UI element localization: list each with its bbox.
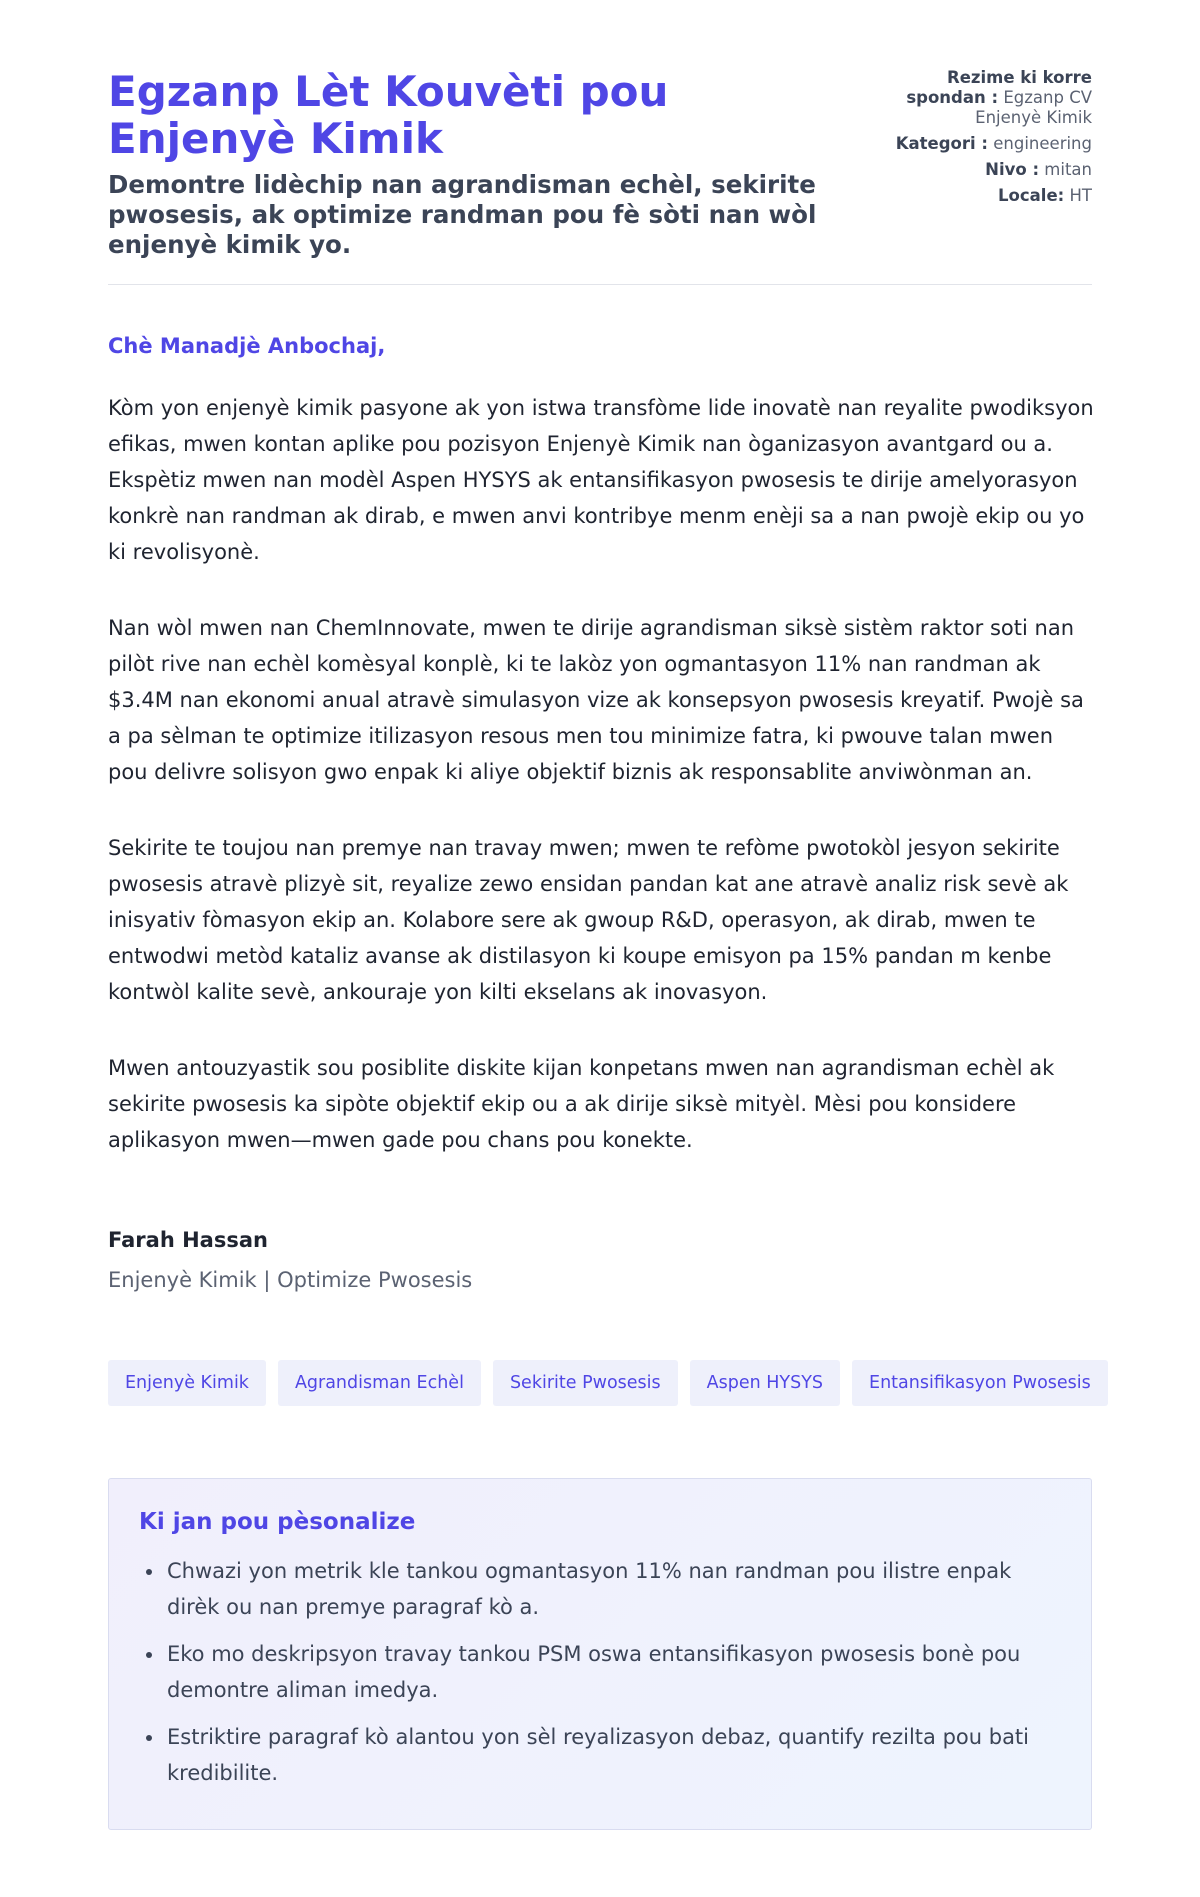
meta-value: Egzanp CV Enjenyè Kimik [975,88,1092,127]
letter-paragraph: Kòm yon enjenyè kimik pasyone ak yon istwa transfòme lide inovatè nan reyalite pwodiksyon efikas, mwen kontan aplike pou pozisyon Enjenyè Kimik nan òganizasyon avantgard ou a. Ekspètiz mwen nan modèl Aspen HYSYS ak entansifikasyon pwosesis te dirije amelyorasyon konkrè nan randman ak dirab, e mwen anvi kontribye menm enèji sa a nan pwojè ekip ou yo ki revolisyonè. [108,396,1094,564]
letter-salutation: Chè Manadjè Anbochaj, [108,334,386,358]
letter-body [108,390,1098,1198]
tip-item: • Chwazi yon metrik kle tankou ogmantasyon 11% nan randman pou ilistre enpak dirèk ou nan premye paragraf kò a. [165,1553,1063,1625]
meta-value: HT [1069,186,1092,205]
page-subtitle: Demontre lidèchip nan agrandisman echèl, sekirite pwosesis, ak optimize randman pou fè sòti nan wòl enjenyè kimik yo. [108,170,817,259]
header-divider [108,284,1092,285]
signature-name: Farah Hassan [108,1228,268,1252]
tip-item: • Eko mo deskripsyon travay tankou PSM oswa entansifikasyon pwosesis bonè pou demontre aliman imedya. [165,1636,1063,1708]
meta-level [862,160,1092,180]
tag-chip[interactable]: Agrandisman Echèl [278,1360,481,1406]
letter-paragraph: Mwen antouzyastik sou posiblite diskite kijan konpetans mwen nan agrandisman echèl ak sekirite pwosesis ka sipòte objektif ekip ou a ak dirije siksè mityèl. Mèsi pou konsidere aplikasyon mwen—mwen gade pou chans pou konekte. [108,1056,1055,1152]
customization-tips-box [108,1478,1092,1830]
meta-category [862,134,1092,154]
tag-list [108,1360,1108,1406]
tag-chip[interactable]: Enjenyè Kimik [108,1360,266,1406]
tips-title: Ki jan pou pèsonalize [139,1509,416,1535]
meta-key: Locale: [998,186,1065,205]
meta-value: mitan [1044,160,1092,179]
signature-title: Enjenyè Kimik | Optimize Pwosesis [108,1268,473,1292]
tag-chip[interactable]: Aspen HYSYS [690,1360,840,1406]
tips-list [139,1553,1063,1791]
tag-chip[interactable]: Sekirite Pwosesis [493,1360,678,1406]
meta-key: Rezime ki korre spondan : [906,68,1092,107]
page-header [108,68,1092,260]
tag-chip[interactable]: Entansifikasyon Pwosesis [852,1360,1108,1406]
meta-related-resume [862,68,1092,128]
tip-item: • Estriktire paragraf kò alantou yon sèl reyalizasyon debaz, quantify rezilta pou bati kredibilite. [165,1719,1063,1791]
letter-paragraph: Sekirite te toujou nan premye nan travay mwen; mwen te refòme pwotokòl jesyon sekirite pwosesis atravè plizyè sit, reyalize zewo ensidan pandan kat ane atravè analiz risk sevè ak inisyativ fòmasyon ekip an. Kolabore sere ak gwoup R&D, operasyon, ak dirab, mwen te entwodwi metòd kataliz avanse ak distilasyon ki koupe emisyon pa 15% pandan m kenbe kontwòl kalite sevè, ankouraje yon kilti ekselans ak inovasyon. [108,836,1069,1004]
page-title: Egzanp Lèt Kouvèti pou Enjenyè Kimik [108,67,669,163]
meta-value: engineering [993,134,1092,153]
letter-paragraph: Nan wòl mwen nan ChemInnovate, mwen te dirije agrandisman siksè sistèm raktor soti nan pilòt rive nan echèl komèsyal konplè, ki te lakòz yon ogmantasyon 11% nan randman ak $3.4M nan ekonomi anual atravè simulasyon vize ak konsepsyon pwosesis kreyatif. Pwojè sa a pa sèlman te optimize itilizasyon resous men tou minimize fatra, ki pwouve talan mwen pou delivre solisyon gwo enpak ki aliye objektif biznis ak responsablite anviwònman an. [108,616,1084,784]
meta-locale [862,186,1092,206]
meta-key: Kategori : [895,134,989,153]
meta-key: Nivo : [985,160,1040,179]
meta-panel [862,68,1092,212]
